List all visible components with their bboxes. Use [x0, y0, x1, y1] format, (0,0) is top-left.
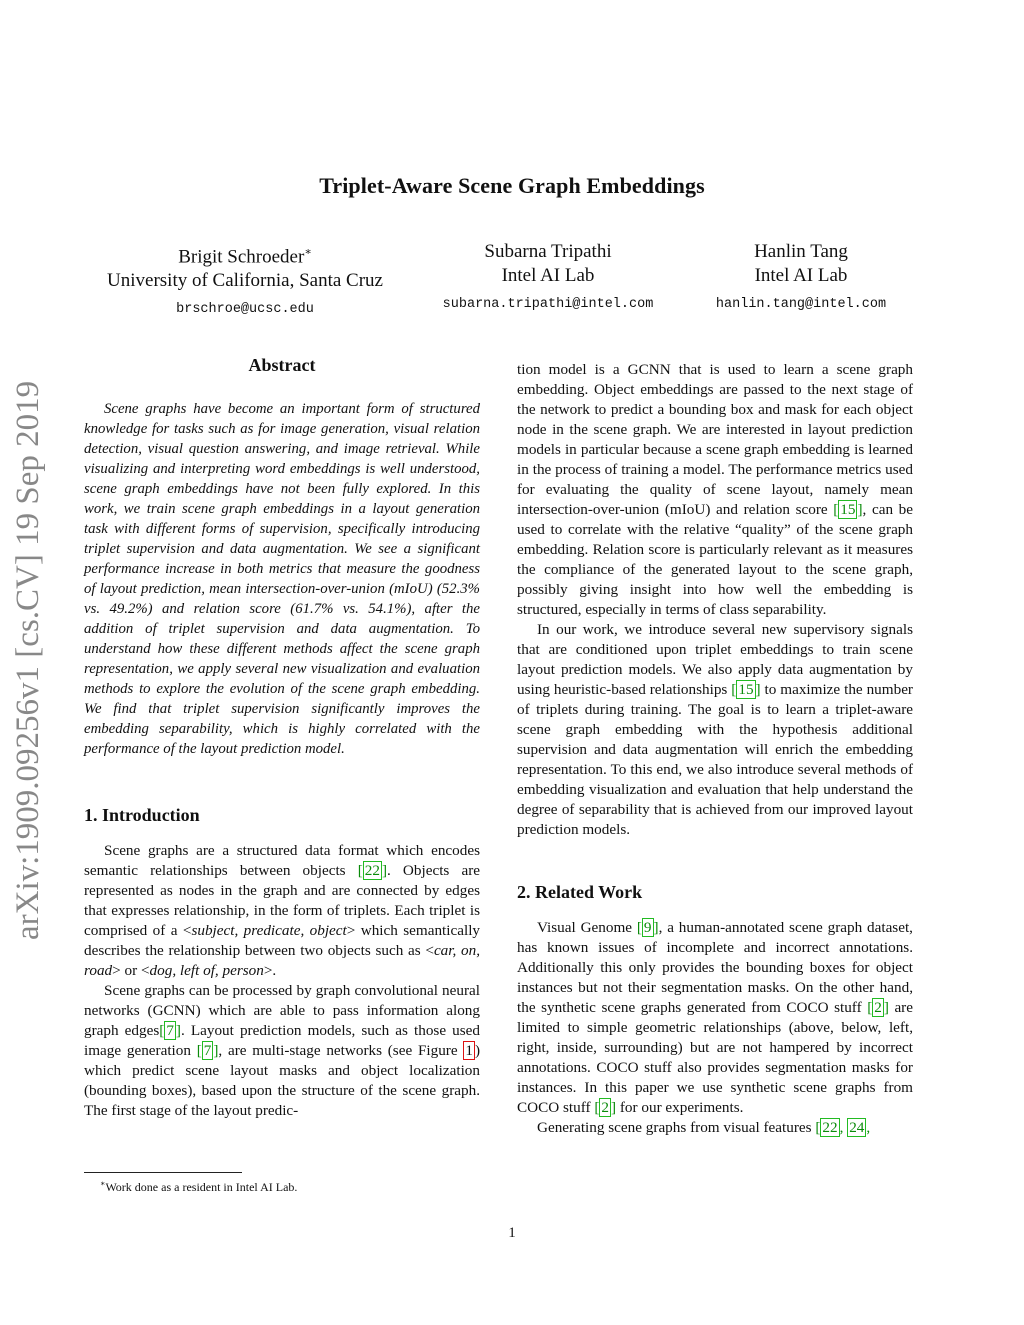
author-email: hanlin.tang@intel.com	[715, 297, 887, 312]
citation-link[interactable]: [ 9 ]	[636, 919, 659, 936]
citation-link[interactable]: [ 22 ]	[357, 862, 388, 879]
author-affiliation: University of California, Santa Cruz	[107, 270, 383, 292]
citation-link[interactable]: [ 2 ]	[594, 1099, 617, 1116]
footnote-divider	[84, 1172, 242, 1173]
paper-title: Triplet-Aware Scene Graph Embeddings	[319, 173, 705, 198]
author-email: brschroe@ucsc.edu	[176, 302, 314, 318]
intro-paragraph-1: Scene graphs are a structured data format which encodes semantic relationships between objects [ 22 ]. Objects are represented as nodes in the graph and are connected by edges that expresses relationship, in the form of triplets. Each triplet is comprised of a <subject, predicate, object> which semantically describes the relationship between two objects such as <car, on, road> or <dog, left of, person>.	[84, 842, 481, 979]
citation-link[interactable]: [ 2 ]	[867, 999, 889, 1016]
abstract-title: Abstract	[248, 355, 316, 375]
abstract-text: Scene graphs have become an important form of structured knowledge for tasks such as for image generation, visual relation detection, visual question answering, and image retrieval. While visualizing and interpreting word embeddings is well understood, scene graph embeddings have not been fully explored. In this work, we train scene graph embeddings in a layout generation task with different forms of supervision, specifically introducing triplet supervision and data augmentation. We see a significant performance increase in both metrics that measure the goodness of layout prediction, mean intersection-over-union (mIoU) (52.3% vs. 49.2%) and relation score (61.7% vs. 54.1%), after the addition of triplet supervision and data augmentation. To understand how these different methods affect the scene graph representation, we apply several new visualization and evaluation methods to explore the evolution of the scene graph embedding. We find that triplet supervision significantly improves the embedding separability, which is highly correlated with the performance of the layout prediction model.	[84, 401, 480, 757]
citation-link[interactable]: [ 7 ]	[196, 1042, 219, 1059]
citation-link[interactable]: [ 15 ]	[731, 681, 761, 698]
author-name: Subarna Tripathi	[484, 241, 612, 262]
citation-link[interactable]: 24	[849, 1119, 865, 1136]
citation-link[interactable]: [ 7 ]	[159, 1022, 181, 1039]
left-column	[84, 355, 480, 1121]
author-affiliation: Intel AI Lab	[501, 265, 595, 286]
author-name: Hanlin Tang	[754, 241, 848, 262]
abstract	[84, 399, 480, 759]
footnote-mark: ∗	[304, 246, 312, 258]
related-paragraph-1: Visual Genome [ 9 ], a human-annotated scene graph dataset, has known issues of incomplete and incorrect annotations. Additionally this only provides the bounding boxes for object instances but not their segmentation masks. On the other hand, the synthetic scene graphs generated from COCO stuff [ 2 ] are limited to simple geometric relationships (above, below, left, right, inside, surrounding) but are not hampered by incorrect annotations. COCO stuff also provides segmentation masks for instances. In this paper we use synthetic scene graphs from COCO stuff [ 2 ] for our experiments.	[517, 919, 913, 1116]
author-email: subarna.tripathi@intel.com	[442, 297, 654, 312]
intro-paragraph-3: tion model is a GCNN that is used to learn a scene graph embedding. Object embeddings are passed to the next stage of the network to predict a bounding box and mask for each object node in the scene graph. We are interested in layout prediction models in particular because a scene graph embedding is learned in the process of training a model. The performance metrics used for evaluating the quality of scene layout, namely mean intersection-over-union (mIoU) and relation score [ 15 ], can be used to correlate with the relative “quality” of the scene graph embedding. Relation score is particularly relevant as it measures the compliance of the generated layout to the scene graph, possibly giving insight into how well the embedding is structured, especially in terms of class separability.	[517, 361, 913, 618]
arxiv-identifier: arXiv:1909.09256v1 [cs.CV] 19 Sep 2019	[10, 380, 46, 940]
author-name: Brigit Schroeder∗	[178, 246, 312, 268]
section-title-introduction: 1. Introduction	[84, 805, 200, 825]
author-affiliation: Intel AI Lab	[754, 265, 848, 286]
author-block	[418, 240, 678, 314]
citation-link[interactable]: [ 22	[815, 1119, 838, 1136]
intro-paragraph-4: In our work, we introduce several new supervisory signals that are conditioned upon triplet embeddings to train scene layout prediction models. We also apply data augmentation by using heuristic-based relationships [ 15 ] to maximize the number of triplets during training. The goal is to learn a triplet-aware scene graph embedding with the hypothesis additional supervision and data augmentation will enrich the embedding representation. To this end, we also introduce several methods of embedding visualization and evaluation that help understand the degree of separability that is achieved from our improved layout prediction models.	[517, 621, 913, 838]
author-block	[90, 240, 400, 319]
footnote: ∗Work done as a resident in Intel AI Lab.	[100, 1179, 298, 1194]
author-block	[696, 240, 906, 314]
figure-link[interactable]: 1	[465, 1042, 473, 1059]
right-column	[517, 360, 913, 1138]
citation-link[interactable]: [ 15 ]	[833, 501, 863, 518]
intro-paragraph-2: Scene graphs can be processed by graph convolutional neural networks (GCNN) which are able to pass information along graph edges[ 7 ]. Layout prediction models, such as those used image generation [ 7 ], are multi-stage networks (see Figure 1 ) which predict scene layout masks and object localization (bounding boxes), based upon the structure of the scene graph. The first stage of the layout predic-	[84, 982, 480, 1119]
page-number: 1	[508, 1225, 516, 1241]
related-paragraph-2: Generating scene graphs from visual features [ 22 , 24 ,	[537, 1119, 871, 1136]
section-title-related-work: 2. Related Work	[517, 882, 643, 902]
